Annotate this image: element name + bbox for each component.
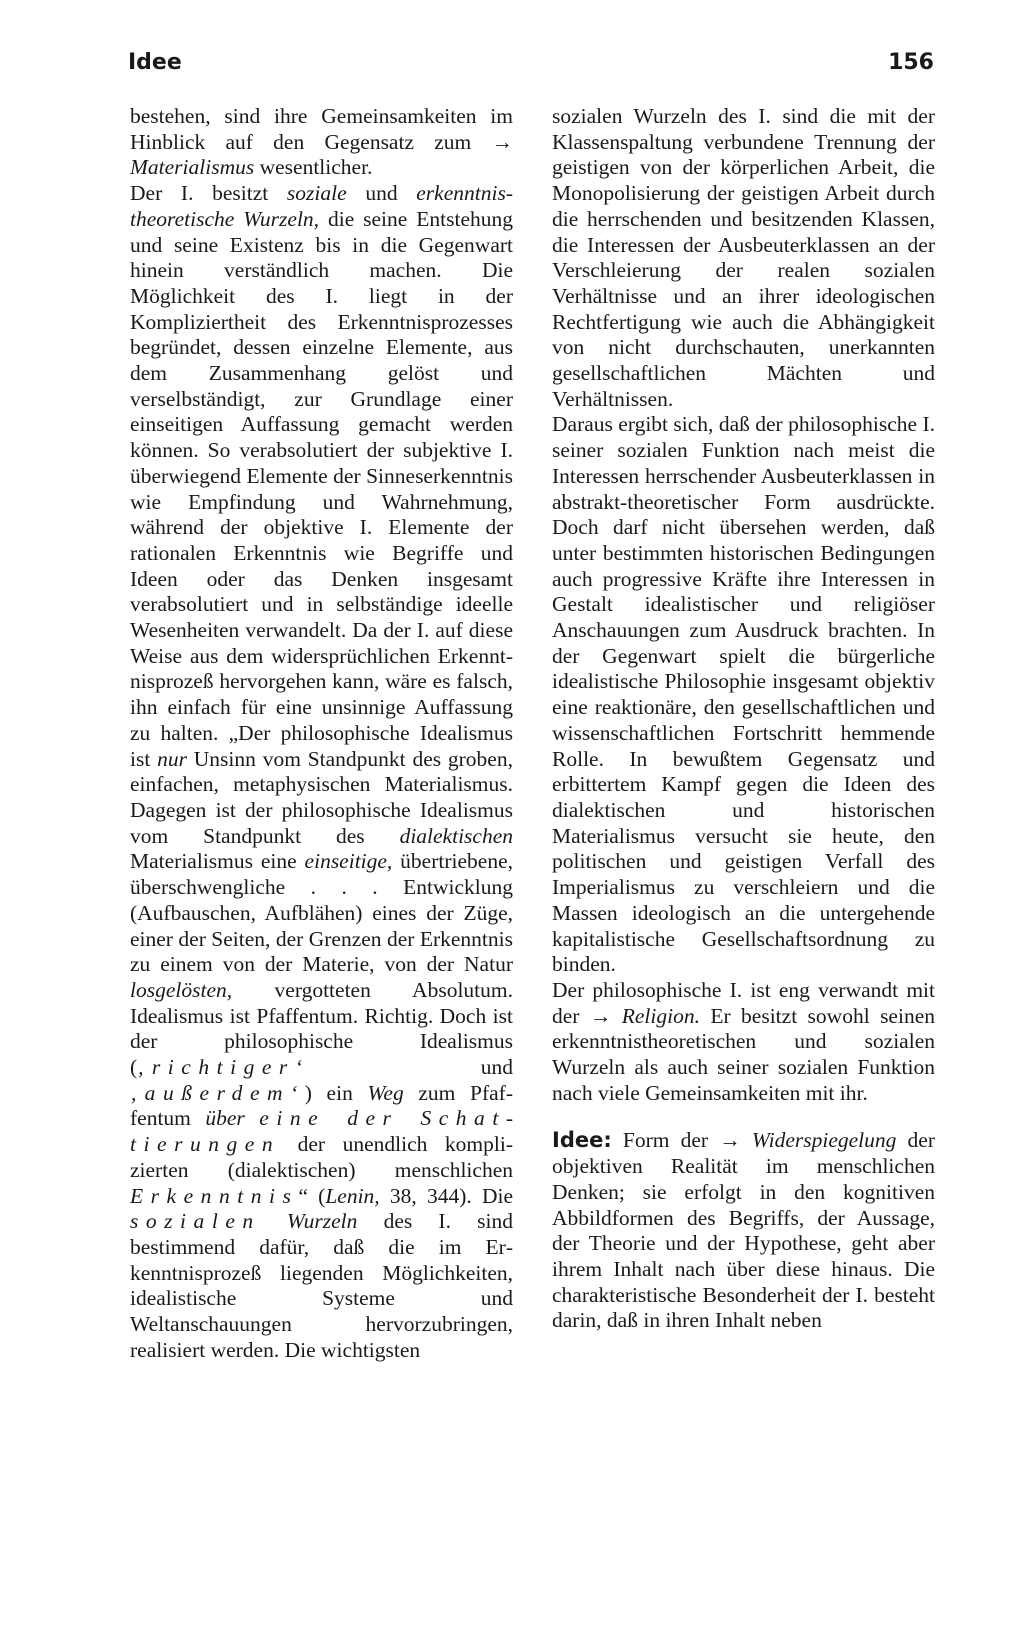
text-run — [261, 1209, 287, 1233]
text-run: der unendlich komplizierten (dialektischen) menschlichen — [130, 1132, 513, 1182]
text-run: die seine Entstehung und seine Existenz bis in die Gegenwart hinein verständlich machen. Die Möglichkeit des I. liegt in der Kompliziertheit des Erkenntnisprozesses begründet, dessen einzelne Elemente, aus dem Zusammenhang gelöst und verselbständigt, zur Grundlage einer einseitigen Auffassung gemacht werden können. So verabsolutiert der subjektive I. überwiegend Elemente der Sinneserkenntnis wie Empfindung und Wahrnehmung, während der objektive I. Elemente der rationalen Erkenntnis wie Begriffe und Ideen oder das Denken insgesamt verabsolutiert und in selbständige ideelle Wesenheiten verwandelt. Da der I. auf diese Weise aus dem widersprüchlichen Erkenntnisprozeß hervorgehen kann, wäre es falsch, ihn einfach für eine unsinnige Auffassung zu halten. „Der philosophische Idealismus ist — [130, 206, 513, 771]
text-run: der objektiven Realität im menschlichen Denken; sie erfolgt in den kognitiven Abbildformen des Begriffs, der Aussage, der Theorie und der Hypothese, geht aber ihrem Inhalt nach über diese hinaus. Die charakteristische Besonderheit der I. besteht darin, daß in ihren Inhalt neben — [552, 1128, 935, 1333]
spaced-emphasis: ‚außerdem‘ — [130, 1080, 305, 1105]
italic-term: losgelösten, — [130, 977, 233, 1002]
text-run: des I. sind bestimmend dafür, daß die im Erkenntnisprozeß liegenden Möglichkeiten, idealistische Systeme und Weltanschauungen hervorzubringen, realisiert werden. Die wichtigsten — [130, 1209, 513, 1362]
italic-term: erkenntnistheoretische Wurzeln, — [130, 181, 513, 231]
text-run: Materialismus eine — [130, 849, 305, 874]
text-run: 38, 344). Die — [379, 1183, 514, 1208]
page-number: 156 — [888, 50, 934, 75]
spaced-emphasis: Erkenntnis — [130, 1183, 299, 1208]
text-run: wesentlicher. — [254, 155, 373, 180]
entry-lemma: Idee: — [552, 1128, 612, 1153]
paragraph — [552, 412, 935, 977]
italic-term: → Widerspiegelung — [719, 1128, 897, 1153]
text-run: vergotteten Absolutum. Idealismus ist Pfaffentum. Richtig. Doch ist der philosophische Idealismus ( — [130, 977, 513, 1080]
text-run: Er besitzt sowohl seinen erkenntnistheoretischen und sozialen Wurzeln als auch seiner sozialen Funktion nach viele Gemeinsamkeiten mit ihr. — [552, 1003, 935, 1105]
text-run: übertriebene, überschwengliche . . . Entwicklung (Aufbauschen, Aufblähen) eines der Züge, einer der Seiten, der Grenzen der Erkenntnis zu einem von der Materie, von der Natur — [130, 849, 513, 977]
italic-term: nur — [157, 746, 187, 771]
spaced-emphasis: eine der Schattierungen — [130, 1106, 514, 1157]
spaced-emphasis: sozialen — [130, 1209, 261, 1234]
spaced-emphasis: ‚richtiger‘ — [137, 1055, 310, 1080]
paragraph — [552, 104, 935, 412]
text-run: ) ein — [304, 1080, 368, 1105]
text-run: “ ( — [298, 1183, 326, 1208]
italic-term: → Religion. — [589, 1003, 700, 1028]
italic-term: Wurzeln — [286, 1209, 358, 1234]
text-run: sozialen Wurzeln des I. sind die mit der Klassenspaltung verbundene Trennung der geistigen von der körperlichen Arbeit, die Monopolisierung der geistigen Arbeit durch die herrschenden und besitzenden Klassen, die Interessen der Ausbeuterklassen an der Verschleierung der realen sozialen Verhältnisse und an ihrer ideologischen Rechtfertigung wie auch die Abhängigkeit von nicht durchschauten, unerkannten gesellschaftlichen Mächten und Verhältnissen. — [552, 104, 935, 411]
text-run: Form der — [611, 1128, 720, 1153]
right-column — [552, 104, 935, 1334]
italic-term: einseitige, — [304, 849, 393, 874]
paragraph — [130, 104, 513, 181]
italic-term: Weg — [367, 1080, 404, 1105]
text-run: und — [346, 181, 417, 206]
italic-term: soziale — [286, 181, 347, 206]
text-run: und — [309, 1055, 513, 1080]
italic-term: Lenin, — [325, 1183, 380, 1208]
running-head-title: Idee — [128, 50, 182, 75]
paragraph — [552, 1128, 935, 1334]
text-run: Unsinn vom Standpunkt des groben, einfachen, metaphysischen Materialismus. Dagegen ist der philosophische Idealismus vom Standpunkt des — [130, 746, 513, 848]
text-run: zum Pfaffentum — [130, 1080, 513, 1131]
paragraph — [130, 181, 513, 1363]
text-run: Daraus ergibt sich, daß der philosophische I. seiner sozialen Funktion nach meist die Interessen herrschender Ausbeuterklassen in abstrakt-theoretischer Form ausdrückte. Doch darf nicht übersehen werden, daß unter bestimmten historischen Bedingungen auch progressive Kräfte ihre Interessen in Gestalt idealistischer und religiöser Anschauungen zum Ausdruck brachten. In der Gegenwart spielt die bürgerliche idealistische Philosophie insgesamt objektiv eine reaktionäre, den gesellschaftlichen und wissenschaftlichen Fortschritt hemmende Rolle. In bewußtem Gegensatz und erbittertem Kampf gegen die Ideen des dialektischen und historischen Materialismus versucht sie heute, den politischen und geistigen Verfall des Imperialismus zu verschleiern und die Massen ideologisch an die untergehende kapitalistische Gesellschaftsordnung zu binden. — [552, 412, 935, 977]
left-column — [130, 104, 513, 1363]
paragraph — [552, 978, 935, 1107]
text-run — [245, 1106, 259, 1130]
italic-term: über — [205, 1106, 245, 1131]
text-run: Der philosophische I. ist eng verwandt mit der — [552, 977, 935, 1028]
running-header — [128, 50, 934, 90]
italic-term: dialektischen — [399, 823, 513, 848]
text-run: bestehen, sind ihre Gemeinsamkeiten im Hinblick auf den Gegensatz zum — [130, 104, 513, 154]
italic-term: → Materialismus — [130, 129, 513, 180]
text-run: Der I. besitzt — [130, 181, 287, 206]
